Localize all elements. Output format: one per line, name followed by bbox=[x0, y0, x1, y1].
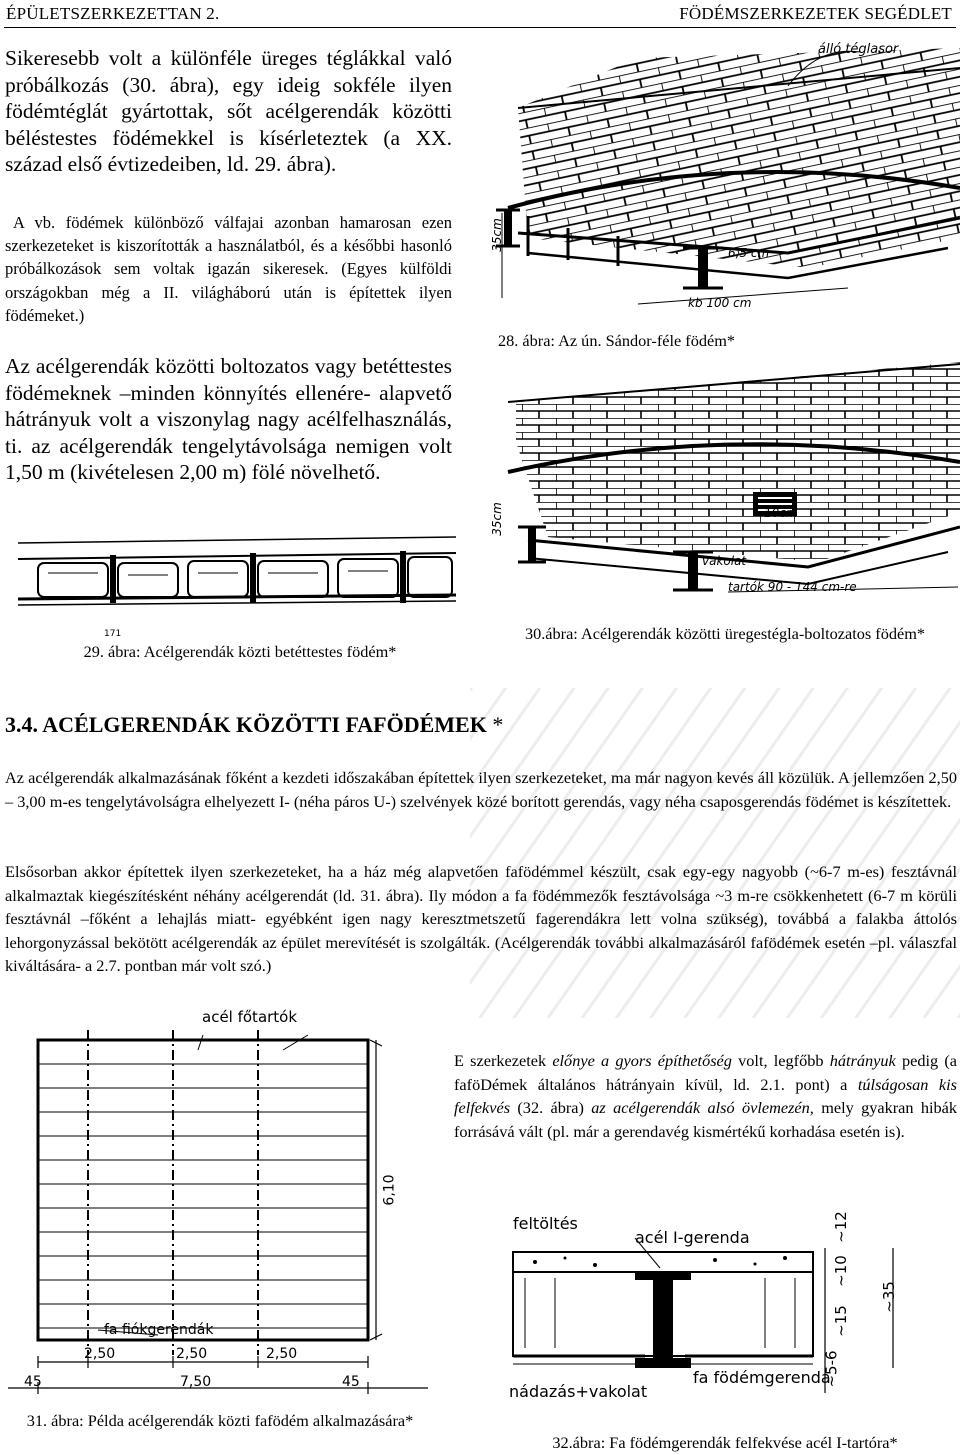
intro-paragraph: Sikeresebb volt a különféle üreges téglákkal való próbálkozás (30. ábra), egy ideig sokféle ilyen födémtéglát gyártottak, sőt acélgerendák közötti béléstestes födémekkel is kísérleteztek (a XX. század első évtizedeiben, ld. 29. ábra). bbox=[5, 46, 452, 176]
infill-floor-drawing bbox=[18, 533, 456, 641]
italic-span: hátrányuk bbox=[829, 1051, 896, 1070]
label-171: 171 bbox=[104, 629, 122, 639]
label-10: ~10 bbox=[831, 1255, 850, 1287]
label-acel-fotartok: acél főtartók bbox=[202, 1008, 298, 1026]
label-65cm: 6,5 cm bbox=[728, 246, 770, 260]
label-feltoltes: feltöltés bbox=[513, 1214, 578, 1233]
label-5-6: ~5-6 bbox=[822, 1350, 841, 1388]
section-star: * bbox=[486, 712, 504, 737]
text-span: pedig (a faföDémek általános hátrányain kívül, ld. 2.1. pont) a bbox=[454, 1051, 957, 1094]
caption-29: 29. ábra: Acélgerendák közti betéttestes födém* bbox=[83, 642, 397, 661]
figure-31 bbox=[8, 1010, 428, 1410]
body-paragraph-1: Az acélgerendák alkalmazásának főként a kezdeti időszakában építettek ilyen szerkezeteket, ma már nagyon kevés áll közülük. A jellemzően 2,50 – 3,00 m-es tengelytávolságra elhelyezett I- (néha páros U-) szelvények közé borított gerendás, vagy néha csaposgerendás födémet is készítettek. bbox=[5, 768, 957, 811]
text-span: E szerkezetek bbox=[454, 1051, 553, 1070]
header-right: FÖDÉMSZERKEZETEK SEGÉDLET bbox=[679, 4, 952, 23]
label-tartok: tartók 90 - 144 cm-re bbox=[728, 580, 857, 594]
figure-28 bbox=[488, 38, 960, 323]
label-fa-fiokgerendak: fa fiókgerendák bbox=[104, 1322, 214, 1338]
section-heading bbox=[5, 712, 503, 738]
caption-32: 32.ábra: Fa födémgerendák felfekvése acél I-tartóra* bbox=[552, 1433, 898, 1452]
label-45-a: 45 bbox=[24, 1374, 42, 1390]
label-45-b: 45 bbox=[342, 1374, 360, 1390]
section-number: 3.4. bbox=[5, 712, 38, 737]
label-fa-fodemgerenda: fa födémgerenda bbox=[693, 1368, 831, 1387]
text-span: (32. ábra) bbox=[510, 1098, 592, 1118]
label-250-c: 2,50 bbox=[266, 1346, 298, 1362]
label-250-b: 2,50 bbox=[176, 1346, 208, 1362]
label-35cm-30: 35cm bbox=[489, 502, 504, 536]
figure-32 bbox=[495, 1208, 960, 1408]
italic-span: előnye a gyors építhetőség bbox=[552, 1051, 732, 1070]
caption-31: 31. ábra: Példa acélgerendák közti fafödém alkalmazására* bbox=[26, 1411, 414, 1430]
label-250-a: 2,50 bbox=[84, 1346, 116, 1362]
steel-beam-timber-floor-plan bbox=[8, 1010, 428, 1410]
sandor-floor-drawing bbox=[488, 38, 960, 323]
figure-30 bbox=[488, 362, 960, 612]
label-750: 7,50 bbox=[180, 1374, 212, 1390]
label-610: 6,10 bbox=[381, 1174, 398, 1206]
header-left: ÉPÜLETSZERKEZETTAN 2. bbox=[6, 4, 220, 23]
label-nadazas-vakolat: nádazás+vakolat bbox=[509, 1382, 648, 1401]
label-vakolat: vakolat bbox=[702, 554, 747, 568]
label-12: ~12 bbox=[831, 1211, 850, 1243]
label-allo-teglasor: álló téglasor bbox=[818, 42, 899, 57]
header-rule bbox=[4, 27, 956, 28]
text-span: mely gyakran hibák forrásává vált (pl. már a gerendavég kismértékű korhadása esetén is). bbox=[454, 1098, 958, 1141]
drawback-paragraph: Az acélgerendák közötti boltozatos vagy betéttestes födémeknek –minden könnyítés ellenére- alapvető hátrányuk volt a viszonylag nagy acélfelhasználás, ti. az acélgerendák tengelytávolsága nemigen volt 1,50 m (kivételesen 2,00 m) fölé növelhető. bbox=[5, 354, 452, 484]
italic-span: túlságosan kis felfekvés bbox=[454, 1074, 957, 1118]
caption-30: 30.ábra: Acélgerendák közötti üregestégla-boltozatos födém* bbox=[524, 624, 926, 643]
advantage-paragraph bbox=[454, 1049, 957, 1143]
hollow-brick-vault-drawing bbox=[488, 362, 960, 612]
section-title: ACÉLGERENDÁK KÖZÖTTI FAFÖDÉMEK bbox=[42, 712, 487, 737]
body-paragraph-2: Elsősorban akkor építettek ilyen szerkezeteket, ha a ház még alapvetően fafödémmel készült, csak egy-egy nagyobb (~6-7 m-es) fesztávnál alkalmaztak kiegészítésként néhány acélgerendát (ld. 31. ábra). Ily módon a fa födémmezők fesztávolsága ~3 m-re csökkenhetett (6-7 m körüli fesztávnál –főként a lehajlás miatt- egyébként igen nagy keresztmetszetű fagerendákra lett volna szükség), továbbá a falakba áttolós lehorgonyzással bekötött acélgerendák az épület merevítését is szolgálták. (Acélgerendák további alkalmazásáról fafödémek esetén –pl. válaszfal kiváltására- a 2.7. pontban már volt szó.) bbox=[5, 862, 957, 976]
caption-28: 28. ábra: Az ún. Sándor-féle födém* bbox=[498, 331, 736, 350]
vb-paragraph: A vb. födémek különböző válfajai azonban hamarosan ezen szerkezeteket is kiszorították a használatból, és a későbbi hasonló próbálkozások sem voltak igazán sikeresek. (Egyes külföldi országokban még a II. világháború után is építettek ilyen födémeket.) bbox=[5, 213, 452, 325]
label-acel-i-gerenda: acél I-gerenda bbox=[635, 1228, 750, 1247]
text-span: volt, legfőbb bbox=[731, 1051, 830, 1070]
figure-29 bbox=[18, 533, 456, 641]
label-kb100cm: kb 100 cm bbox=[688, 296, 752, 310]
label-10cm: 10cm bbox=[764, 506, 798, 520]
label-15: ~15 bbox=[831, 1305, 850, 1337]
italic-span: az acélgerendák alsó övlemezén, bbox=[591, 1098, 814, 1118]
label-35cm-28: 35cm bbox=[489, 218, 504, 252]
label-35: ~35 bbox=[879, 1281, 898, 1313]
